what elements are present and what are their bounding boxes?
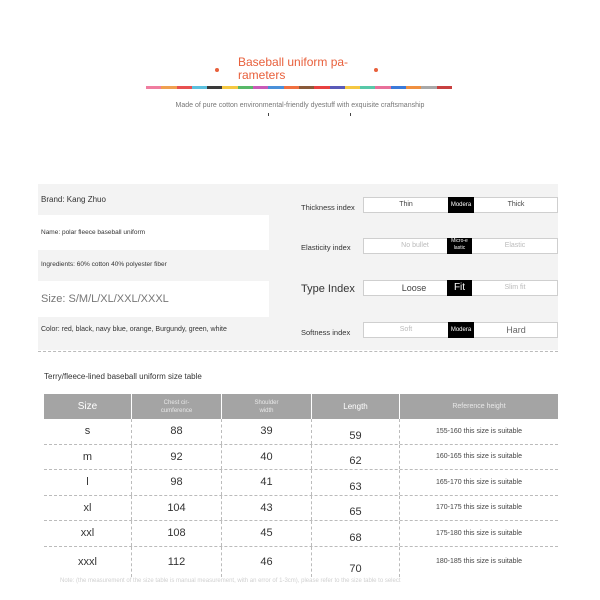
cell-length: 62	[312, 445, 400, 470]
cell-reference: 170-175 this size is suitable	[436, 504, 522, 512]
scale-left: Thin	[399, 201, 413, 208]
scale-selected: Modera	[448, 322, 474, 338]
color-bar-segment	[299, 86, 314, 89]
table-row	[44, 547, 558, 577]
cell-shoulder: 46	[222, 547, 312, 577]
color-bar-segment	[146, 86, 161, 89]
header-reference-height: Reference height	[452, 402, 506, 410]
scale-right: Elastic	[504, 242, 526, 249]
header-size: Size	[44, 394, 132, 419]
table-row	[44, 445, 558, 471]
cell-chest: 104	[132, 496, 222, 521]
color-bar-segment	[330, 86, 345, 89]
header-chest: Chest cir- cumference	[132, 394, 222, 419]
size-table-header	[44, 394, 558, 419]
page-subtitle: Made of pure cotton environmental-friendly dyestuff with exquisite craftsmanship	[175, 102, 425, 109]
cell-shoulder: 41	[222, 470, 312, 495]
color-bar-segment	[345, 86, 360, 89]
elasticity-index-scale	[363, 238, 558, 254]
parameters-panel	[38, 184, 558, 350]
scale-left: Loose	[401, 283, 427, 293]
ingredients-text: Ingredients: 60% cotton 40% polyester fiber	[41, 261, 167, 268]
color-bar-segment	[391, 86, 406, 89]
size-note: Note: (the measurement of the size table is manual measurement, with an error of 1-3cm), please refer to the size table to select	[60, 578, 401, 584]
cell-shoulder: 39	[222, 419, 312, 444]
cell-length: 68	[312, 521, 400, 546]
color-bar-segment	[314, 86, 329, 89]
table-row	[44, 419, 558, 445]
page-title: Baseball uniform pa- rameters	[238, 55, 349, 82]
table-row	[44, 521, 558, 547]
thickness-index-label: Thickness index	[301, 203, 355, 212]
cell-chest: 112	[132, 547, 222, 577]
scale-left: Soft	[399, 326, 413, 333]
color-bar-segment	[177, 86, 192, 89]
color-bar-segment	[437, 86, 452, 89]
cell-shoulder: 43	[222, 496, 312, 521]
color-bar-segment	[375, 86, 390, 89]
cell-shoulder: 45	[222, 521, 312, 546]
color-bar-segment	[268, 86, 283, 89]
cell-size: xxxl	[44, 547, 132, 577]
scale-right: Thick	[507, 201, 525, 208]
cell-chest: 92	[132, 445, 222, 470]
scale-right: Slim fit	[504, 284, 526, 291]
header-shoulder: Shoulder width	[222, 394, 312, 419]
bullet-dot-left	[215, 68, 219, 72]
name-box	[38, 215, 269, 250]
scale-selected: Modera	[448, 197, 474, 213]
color-bar	[146, 86, 452, 89]
cell-reference: 160-165 this size is suitable	[436, 453, 522, 461]
cell-size: xxl	[44, 521, 132, 546]
type-index-label: Type Index	[301, 283, 355, 295]
page-header	[0, 56, 600, 82]
color-bar-segment	[253, 86, 268, 89]
brand-text: Brand: Kang Zhuo	[41, 195, 106, 204]
tick-mark	[268, 113, 269, 116]
cell-reference: 180-185 this size is suitable	[436, 558, 522, 565]
type-index-scale	[363, 280, 558, 296]
size-table	[44, 394, 558, 577]
section-divider	[38, 351, 558, 352]
cell-reference: 155-160 this size is suitable	[436, 427, 522, 435]
cell-size: s	[44, 419, 132, 444]
color-bar-segment	[238, 86, 253, 89]
cell-chest: 88	[132, 419, 222, 444]
name-text: Name: polar fleece baseball uniform	[41, 229, 146, 236]
cell-length: 65	[312, 496, 400, 521]
cell-shoulder: 40	[222, 445, 312, 470]
table-row	[44, 470, 558, 496]
header-length: Length	[312, 394, 400, 419]
bullet-dot-right	[374, 68, 378, 72]
cell-reference: 165-170 this size is suitable	[436, 478, 522, 486]
color-bar-segment	[421, 86, 436, 89]
cell-length: 59	[312, 419, 400, 444]
scale-right: Hard	[506, 325, 526, 335]
color-bar-segment	[360, 86, 375, 89]
color-text: Color: red, black, navy blue, orange, Burgundy, green, white	[41, 326, 227, 333]
size-text: Size: S/M/L/XL/XXL/XXXL	[41, 293, 169, 305]
cell-length: 70	[312, 547, 400, 577]
elasticity-index-label: Elasticity index	[301, 243, 351, 252]
color-bar-segment	[222, 86, 237, 89]
cell-size: l	[44, 470, 132, 495]
cell-length: 63	[312, 470, 400, 495]
thickness-index-scale	[363, 197, 558, 213]
scale-selected: Fit	[447, 280, 472, 296]
table-row	[44, 496, 558, 522]
color-bar-segment	[161, 86, 176, 89]
softness-index-scale	[363, 322, 558, 338]
cell-size: m	[44, 445, 132, 470]
color-bar-segment	[207, 86, 222, 89]
size-table-title: Terry/fleece-lined baseball uniform size table	[44, 372, 202, 381]
cell-chest: 108	[132, 521, 222, 546]
cell-reference: 175-180 this size is suitable	[436, 529, 522, 537]
cell-chest: 98	[132, 470, 222, 495]
color-bar-segment	[406, 86, 421, 89]
scale-selected: Micro-e lastic	[447, 238, 472, 254]
tick-mark	[350, 113, 351, 116]
size-box	[38, 281, 269, 317]
color-bar-segment	[192, 86, 207, 89]
softness-index-label: Softness index	[301, 328, 351, 337]
color-bar-segment	[284, 86, 299, 89]
scale-left: No bullet	[401, 242, 429, 249]
cell-size: xl	[44, 496, 132, 521]
